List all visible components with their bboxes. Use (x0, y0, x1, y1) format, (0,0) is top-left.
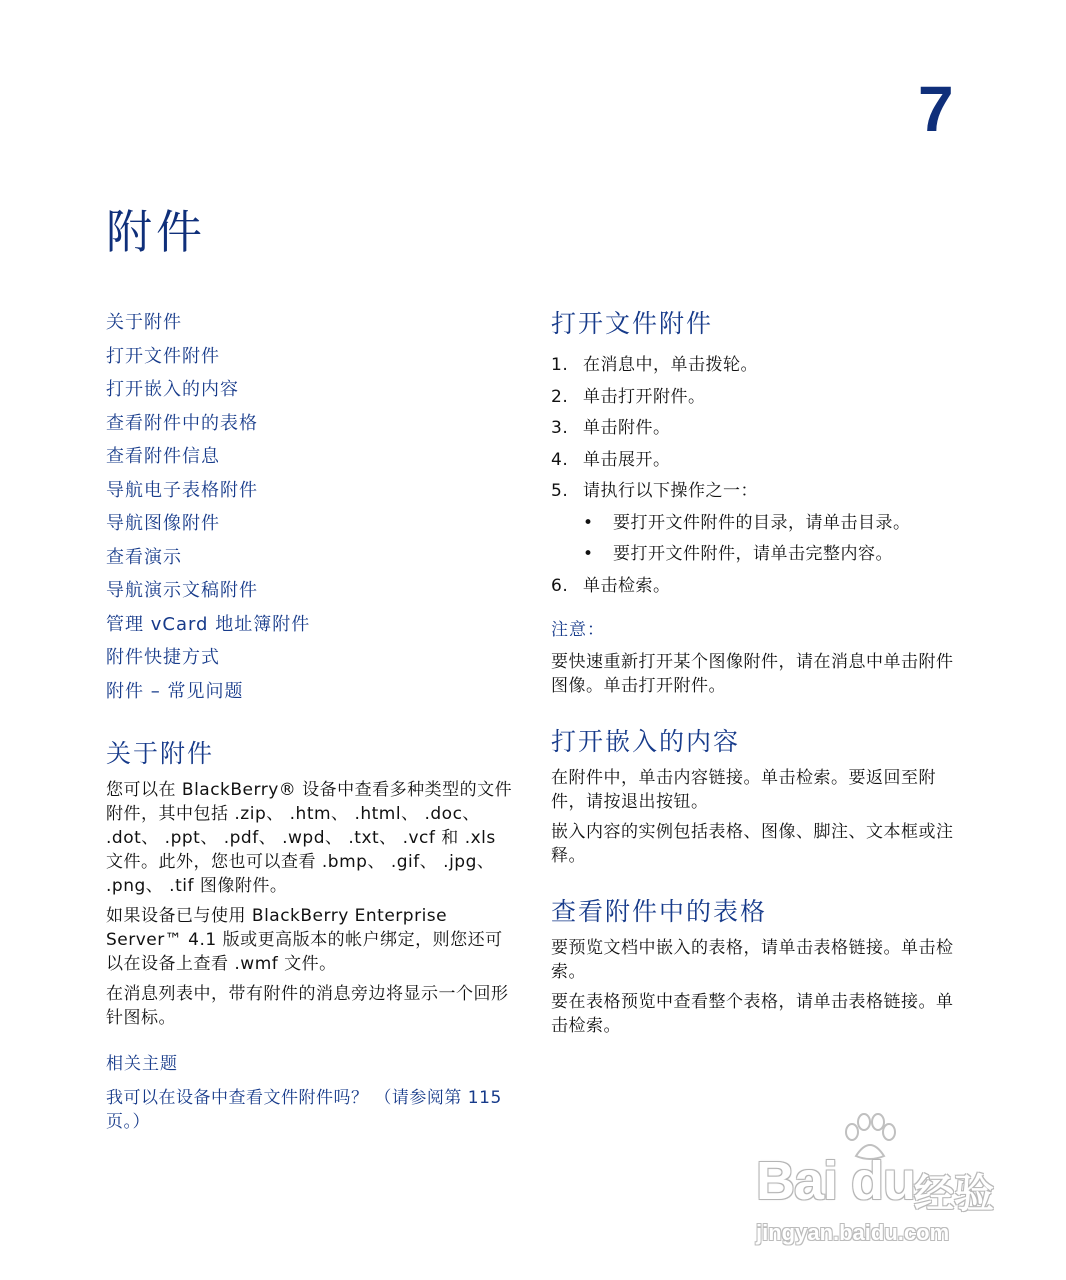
tables-section (551, 894, 961, 1038)
paragraph: 如果设备已与使用 BlackBerry Enterprise Server™ 4.1 版或更高版本的帐户绑定，则您还可以在设备上查看 .wmf 文件。 (106, 906, 503, 974)
related-topics-heading: 相关主题 (106, 1054, 178, 1074)
toc-link-spreadsheet[interactable]: 导航电子表格附件 (106, 479, 258, 501)
toc-link-open-attachment[interactable]: 打开文件附件 (106, 345, 220, 367)
section-heading: 关于附件 (106, 739, 215, 768)
left-column (106, 306, 516, 1134)
bullet-item (583, 539, 961, 571)
note-text: 要快速重新打开某个图像附件，请在消息中单击附件图像。单击打开附件。 (551, 652, 954, 696)
steps-list (551, 350, 961, 508)
paragraph: 要在表格预览中查看整个表格，请单击表格链接。单击检索。 (551, 992, 954, 1036)
note-label: 注意： (551, 620, 605, 640)
about-section (106, 736, 516, 1134)
toc-link-shortcuts[interactable]: 附件快捷方式 (106, 647, 220, 668)
bullet-list (551, 508, 961, 571)
step-item (551, 476, 961, 508)
steps-list (551, 571, 961, 603)
related-topic-link[interactable]: 我可以在设备中查看文件附件吗？ （请参阅第 115 页。） (106, 1088, 502, 1132)
step-number: 4. (551, 449, 569, 470)
toc-link-open-embedded[interactable]: 打开嵌入的内容 (106, 379, 239, 400)
step-number: 1. (551, 355, 569, 375)
open-attachment-section (551, 306, 961, 698)
step-item (551, 413, 961, 445)
section-heading: 打开文件附件 (551, 309, 714, 338)
step-text: 单击展开。 (583, 449, 671, 470)
toc-link-faq[interactable]: 附件 – 常见问题 (106, 680, 244, 702)
step-number: 5. (551, 481, 569, 501)
toc-link-vcard[interactable]: 管理 vCard 地址簿附件 (106, 613, 311, 635)
toc-link-view-info[interactable]: 查看附件信息 (106, 446, 220, 467)
paragraph: 嵌入内容的实例包括表格、图像、脚注、文本框或注释。 (551, 822, 954, 866)
section-heading: 查看附件中的表格 (551, 897, 768, 926)
bullet-icon: • (583, 544, 594, 564)
toc-link-about[interactable]: 关于附件 (106, 312, 182, 333)
section-heading: 打开嵌入的内容 (551, 727, 741, 756)
paragraph: 您可以在 BlackBerry® 设备中查看多种类型的文件附件，其中包括 .zip、 .htm、 .html、 .doc、 .dot、 .ppt、 .pdf、 .wpd、 .txt、 .vcf 和 .xls 文件。此外，您也可以查看 .bmp、 .gif、 .jpg、 .png、 .tif 图像附件。 (106, 780, 513, 896)
toc-link-view-tables[interactable]: 查看附件中的表格 (106, 412, 258, 434)
bullet-text: 要打开文件附件的目录，请单击目录。 (613, 512, 911, 533)
toc-link-presentation[interactable]: 查看演示 (106, 546, 182, 568)
right-column (551, 306, 961, 1038)
watermark-label: 经验 (914, 1171, 994, 1217)
toc-link-slides[interactable]: 导航演示文稿附件 (106, 580, 258, 601)
step-text: 请执行以下操作之一： (583, 481, 758, 501)
step-number: 3. (551, 418, 569, 438)
chapter-number: 7 (918, 73, 954, 145)
step-item (551, 571, 961, 603)
step-text: 在消息中，单击拨轮。 (583, 355, 758, 375)
toc-link-image[interactable]: 导航图像附件 (106, 513, 220, 534)
step-item (551, 350, 961, 382)
step-number: 6. (551, 575, 569, 596)
page-title: 附件 (106, 205, 206, 259)
embedded-section (551, 724, 961, 868)
paragraph: 在附件中，单击内容链接。单击检索。要返回至附件，请按退出按钮。 (551, 768, 936, 812)
bullet-item (583, 508, 961, 540)
paragraph: 要预览文档中嵌入的表格，请单击表格链接。单击检索。 (551, 938, 954, 982)
baidu-watermark (742, 1112, 1042, 1262)
step-number: 2. (551, 386, 569, 407)
bullet-text: 要打开文件附件，请单击完整内容。 (613, 544, 893, 564)
step-text: 单击打开附件。 (583, 386, 706, 407)
step-text: 单击附件。 (583, 418, 671, 438)
bullet-icon: • (583, 512, 594, 533)
watermark-brand: Bai du (756, 1151, 916, 1211)
watermark-url: jingyan.baidu.com (756, 1220, 950, 1245)
step-item (551, 445, 961, 477)
table-of-contents (106, 306, 516, 708)
step-item (551, 382, 961, 414)
step-text: 单击检索。 (583, 575, 671, 596)
paragraph: 在消息列表中，带有附件的消息旁边将显示一个回形针图标。 (106, 984, 509, 1028)
